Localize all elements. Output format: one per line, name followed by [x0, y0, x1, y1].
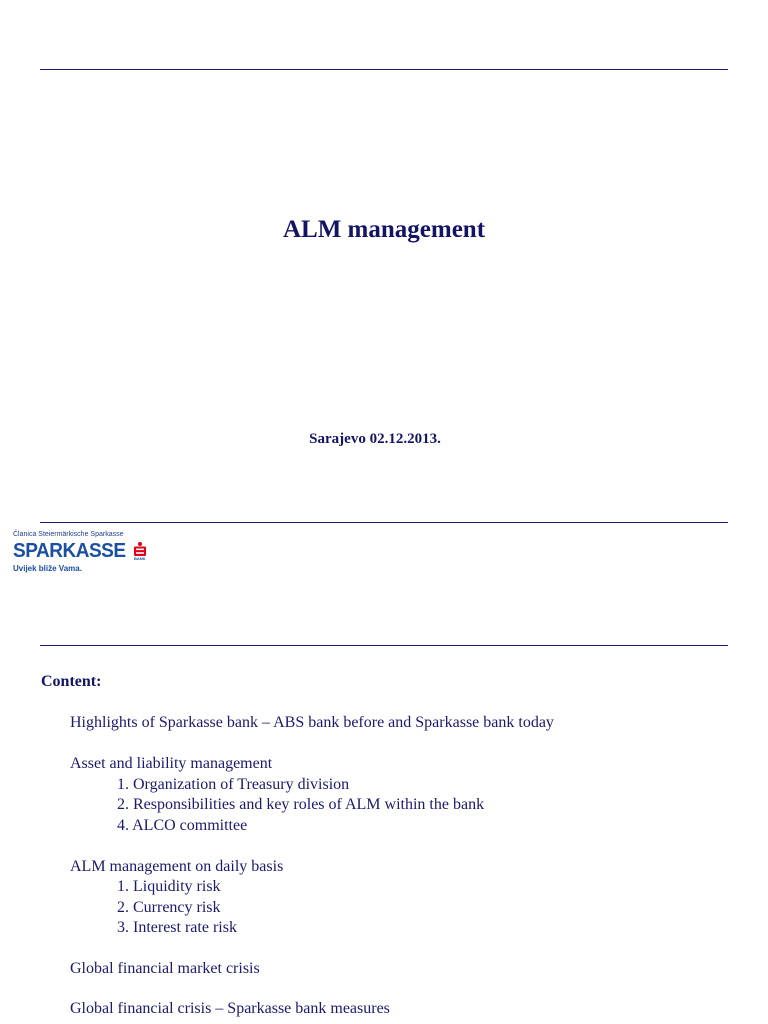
- toc-subitem: 4. ALCO committee: [117, 817, 248, 834]
- sparkasse-logo: [13, 531, 163, 575]
- slide-date: Sarajevo 02.12.2013.: [309, 431, 441, 447]
- logo-brand-text: SPARKASSE: [13, 540, 126, 562]
- toc-subitem: 2. Responsibilities and key roles of ALM within the bank: [117, 796, 485, 813]
- toc-item: Global financial market crisis: [70, 960, 260, 977]
- toc-item: Asset and liability management: [70, 755, 273, 772]
- slide2-top-rule: [40, 645, 728, 646]
- toc-subitem: 1. Liquidity risk: [117, 878, 221, 895]
- sparkasse-s-icon: [134, 542, 146, 556]
- toc-subitem: 2. Currency risk: [117, 899, 221, 916]
- toc-item: Global financial crisis – Sparkasse bank measures: [70, 1000, 390, 1017]
- toc-item: ALM management on daily basis: [70, 858, 284, 875]
- logo-slogan: Uvijek bliže Vama.: [13, 564, 82, 573]
- top-rule: [40, 69, 728, 70]
- toc-subitem: 3. Interest rate risk: [117, 919, 237, 936]
- toc-item: Highlights of Sparkasse bank – ABS bank before and Sparkasse bank today: [70, 714, 554, 731]
- footer-rule: [40, 522, 728, 523]
- logo-bank-label: BANK: [134, 556, 146, 561]
- logo-member-text: Članica Steiermärkische Sparkasse: [13, 531, 124, 538]
- content-heading: Content:: [41, 673, 102, 690]
- slide-title: ALM management: [282, 216, 486, 243]
- toc-subitem: 1. Organization of Treasury division: [117, 776, 350, 793]
